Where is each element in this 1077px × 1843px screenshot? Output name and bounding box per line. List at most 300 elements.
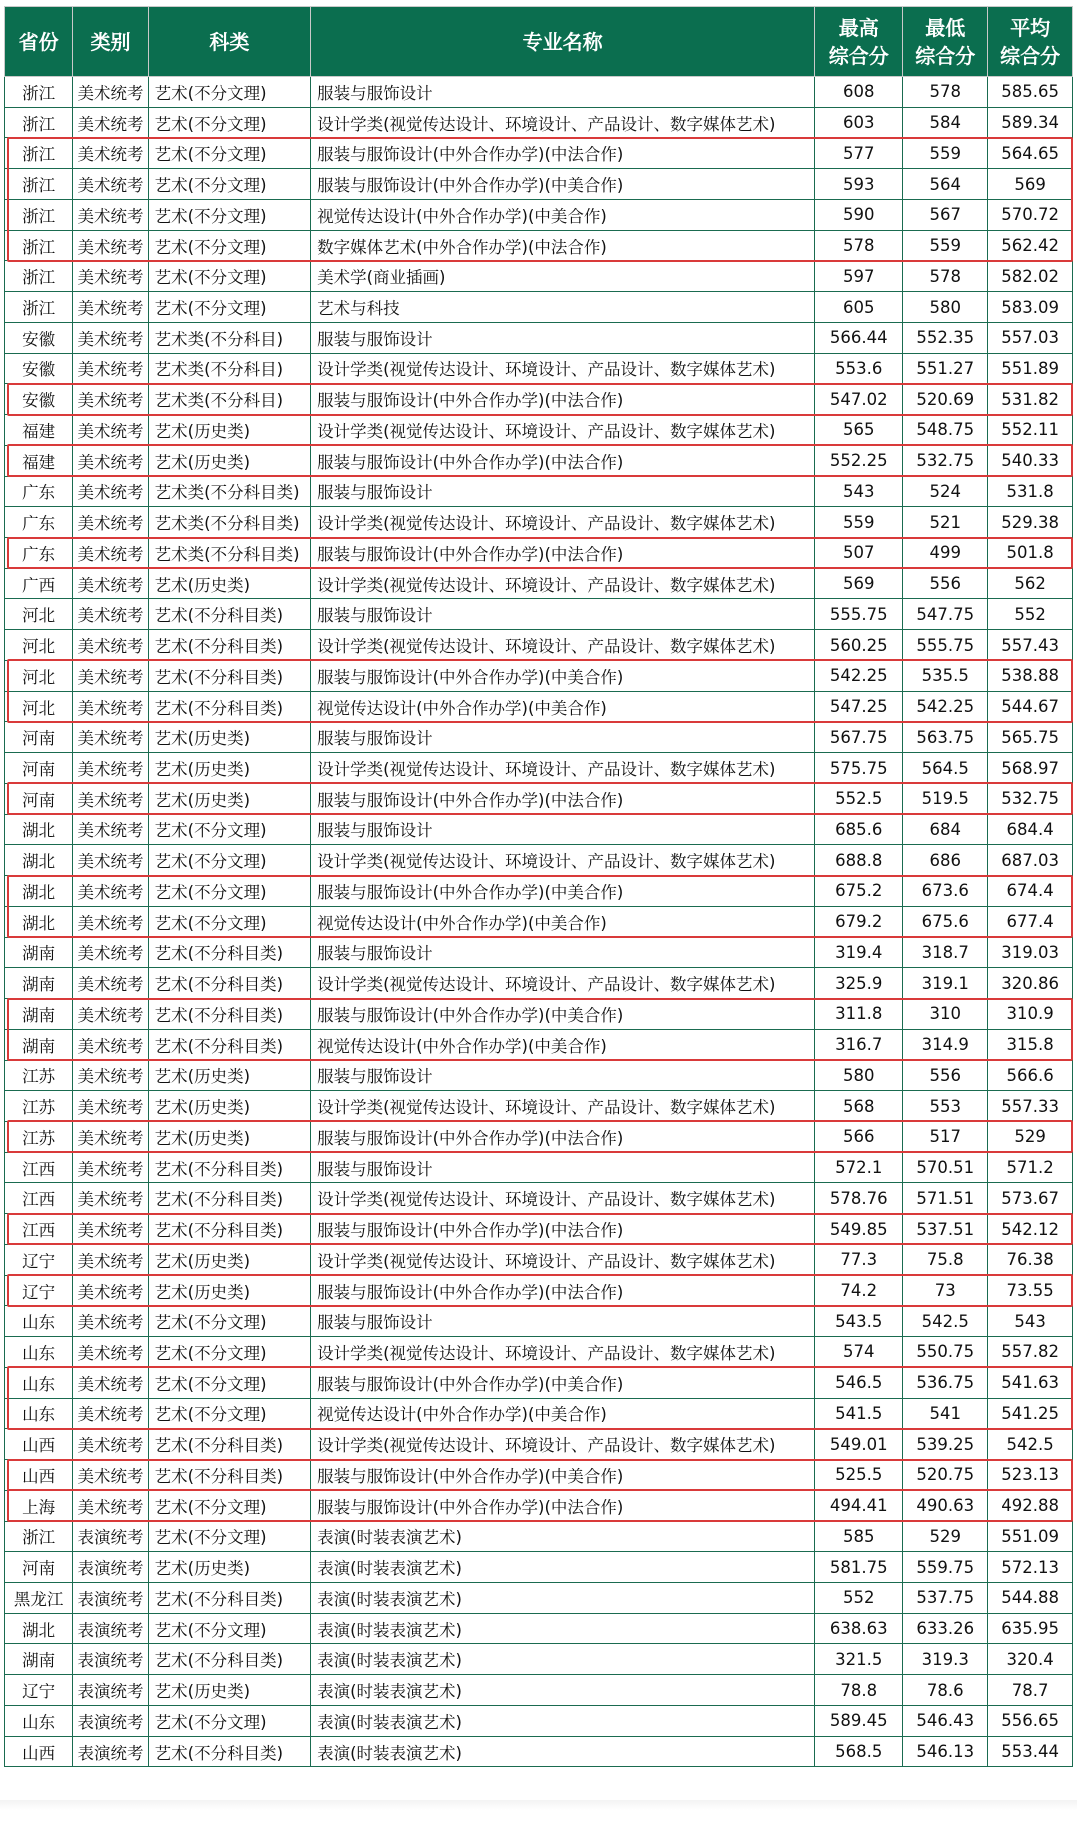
cell-major: 设计学类(视觉传达设计、环境设计、产品设计、数字媒体艺术) [311,968,815,999]
cell-min-score: 563.75 [903,722,988,753]
cell-category: 美术统考 [73,169,148,200]
cell-category: 美术统考 [73,507,148,538]
cell-avg-score: 573.67 [988,1183,1073,1214]
cell-subject: 艺术(历史类) [148,1121,310,1152]
cell-subject: 艺术(历史类) [148,1675,310,1706]
cell-major: 服装与服饰设计(中外合作办学)(中法合作) [311,1490,815,1521]
cell-min-score: 318.7 [903,937,988,968]
cell-subject: 艺术(不分文理) [148,107,310,138]
cell-avg-score: 635.95 [988,1613,1073,1644]
cell-major: 服装与服饰设计 [311,1060,815,1091]
cell-category: 美术统考 [73,77,148,108]
cell-province: 黑龙江 [5,1582,73,1613]
cell-category: 美术统考 [73,107,148,138]
cell-min-score: 541 [903,1398,988,1429]
cell-subject: 艺术(不分科目类) [148,968,310,999]
cell-max-score: 319.4 [815,937,903,968]
cell-subject: 艺术(不分科目类) [148,1582,310,1613]
table-row [5,691,1073,722]
cell-avg-score: 562.42 [988,230,1073,261]
cell-major: 表演(时装表演艺术) [311,1521,815,1552]
cell-province: 浙江 [5,107,73,138]
cell-avg-score: 531.82 [988,384,1073,415]
cell-max-score: 552 [815,1582,903,1613]
table-row [5,138,1073,169]
cell-category: 美术统考 [73,1306,148,1337]
cell-subject: 艺术(不分科目类) [148,660,310,691]
cell-major: 视觉传达设计(中外合作办学)(中美合作) [311,1029,815,1060]
header-row [5,7,1073,77]
cell-major: 表演(时装表演艺术) [311,1675,815,1706]
cell-major: 服装与服饰设计 [311,1152,815,1183]
table-row [5,415,1073,446]
cell-max-score: 569 [815,568,903,599]
table-body [5,77,1073,1767]
cell-category: 表演统考 [73,1521,148,1552]
cell-min-score: 517 [903,1121,988,1152]
table-row [5,1398,1073,1429]
cell-category: 美术统考 [73,937,148,968]
cell-subject: 艺术(不分文理) [148,292,310,323]
cell-province: 广西 [5,568,73,599]
cell-min-score: 524 [903,476,988,507]
header-major: 专业名称 [311,7,815,77]
cell-province: 浙江 [5,261,73,292]
cell-major: 设计学类(视觉传达设计、环境设计、产品设计、数字媒体艺术) [311,845,815,876]
cell-avg-score: 544.88 [988,1582,1073,1613]
cell-subject: 艺术(不分科目类) [148,1029,310,1060]
cell-max-score: 560.25 [815,630,903,661]
table-row [5,107,1073,138]
cell-province: 福建 [5,445,73,476]
cell-min-score: 75.8 [903,1244,988,1275]
cell-max-score: 679.2 [815,906,903,937]
cell-avg-score: 569 [988,169,1073,200]
cell-major: 视觉传达设计(中外合作办学)(中美合作) [311,199,815,230]
cell-category: 美术统考 [73,691,148,722]
cell-min-score: 686 [903,845,988,876]
cell-major: 表演(时装表演艺术) [311,1736,815,1767]
table-row [5,876,1073,907]
cell-subject: 艺术(历史类) [148,1275,310,1306]
cell-max-score: 567.75 [815,722,903,753]
cell-major: 数字媒体艺术(中外合作办学)(中法合作) [311,230,815,261]
table-row [5,353,1073,384]
table-row [5,1736,1073,1767]
cell-subject: 艺术(不分文理) [148,906,310,937]
cell-max-score: 608 [815,77,903,108]
table-row [5,1306,1073,1337]
cell-min-score: 529 [903,1521,988,1552]
cell-major: 服装与服饰设计(中外合作办学)(中法合作) [311,538,815,569]
cell-min-score: 537.51 [903,1214,988,1245]
cell-avg-score: 540.33 [988,445,1073,476]
cell-min-score: 546.13 [903,1736,988,1767]
cell-category: 美术统考 [73,1183,148,1214]
cell-avg-score: 562 [988,568,1073,599]
cell-subject: 艺术(不分文理) [148,1490,310,1521]
cell-min-score: 633.26 [903,1613,988,1644]
cell-max-score: 568.5 [815,1736,903,1767]
cell-avg-score: 523.13 [988,1460,1073,1491]
cell-subject: 艺术(历史类) [148,783,310,814]
cell-major: 设计学类(视觉传达设计、环境设计、产品设计、数字媒体艺术) [311,1183,815,1214]
table-row [5,77,1073,108]
header-category: 类别 [73,7,148,77]
cell-subject: 艺术(历史类) [148,1244,310,1275]
cell-min-score: 578 [903,261,988,292]
table-header [5,7,1073,77]
cell-category: 美术统考 [73,353,148,384]
cell-category: 美术统考 [73,722,148,753]
cell-category: 表演统考 [73,1552,148,1583]
cell-subject: 艺术(历史类) [148,1552,310,1583]
cell-subject: 艺术(不分文理) [148,169,310,200]
cell-category: 表演统考 [73,1613,148,1644]
cell-category: 美术统考 [73,1060,148,1091]
cell-category: 美术统考 [73,783,148,814]
cell-major: 服装与服饰设计(中外合作办学)(中美合作) [311,169,815,200]
cell-major: 服装与服饰设计 [311,937,815,968]
cell-min-score: 564 [903,169,988,200]
cell-major: 表演(时装表演艺术) [311,1705,815,1736]
cell-province: 浙江 [5,230,73,261]
cell-province: 山东 [5,1398,73,1429]
cell-avg-score: 544.67 [988,691,1073,722]
cell-major: 服装与服饰设计(中外合作办学)(中美合作) [311,1460,815,1491]
cell-min-score: 547.75 [903,599,988,630]
cell-category: 美术统考 [73,1460,148,1491]
cell-category: 美术统考 [73,1275,148,1306]
cell-avg-score: 551.89 [988,353,1073,384]
cell-min-score: 567 [903,199,988,230]
cell-avg-score: 543 [988,1306,1073,1337]
cell-subject: 艺术类(不分科目类) [148,476,310,507]
cell-min-score: 551.27 [903,353,988,384]
cell-avg-score: 568.97 [988,753,1073,784]
table-row [5,1367,1073,1398]
cell-subject: 艺术(不分科目类) [148,1429,310,1460]
cell-major: 设计学类(视觉传达设计、环境设计、产品设计、数字媒体艺术) [311,1244,815,1275]
cell-min-score: 571.51 [903,1183,988,1214]
cell-subject: 艺术(历史类) [148,1091,310,1122]
cell-min-score: 552.35 [903,322,988,353]
cell-major: 服装与服饰设计(中外合作办学)(中法合作) [311,1214,815,1245]
cell-max-score: 549.01 [815,1429,903,1460]
cell-min-score: 673.6 [903,876,988,907]
cell-major: 设计学类(视觉传达设计、环境设计、产品设计、数字媒体艺术) [311,1091,815,1122]
table-row [5,722,1073,753]
cell-avg-score: 538.88 [988,660,1073,691]
cell-avg-score: 73.55 [988,1275,1073,1306]
cell-category: 美术统考 [73,1121,148,1152]
cell-max-score: 575.75 [815,753,903,784]
cell-province: 湖北 [5,1613,73,1644]
cell-max-score: 325.9 [815,968,903,999]
cell-subject: 艺术(不分科目类) [148,1736,310,1767]
cell-major: 视觉传达设计(中外合作办学)(中美合作) [311,1398,815,1429]
cell-avg-score: 583.09 [988,292,1073,323]
cell-max-score: 543 [815,476,903,507]
cell-major: 设计学类(视觉传达设计、环境设计、产品设计、数字媒体艺术) [311,107,815,138]
cell-category: 美术统考 [73,230,148,261]
header-avg-score [988,7,1073,77]
cell-province: 江西 [5,1152,73,1183]
cell-province: 广东 [5,507,73,538]
cell-major: 设计学类(视觉传达设计、环境设计、产品设计、数字媒体艺术) [311,353,815,384]
cell-avg-score: 531.8 [988,476,1073,507]
cell-category: 美术统考 [73,1398,148,1429]
cell-major: 服装与服饰设计(中外合作办学)(中法合作) [311,1121,815,1152]
table-row [5,1214,1073,1245]
cell-province: 山东 [5,1306,73,1337]
cell-province: 湖南 [5,1644,73,1675]
cell-subject: 艺术(不分文理) [148,1705,310,1736]
table-row [5,783,1073,814]
cell-category: 美术统考 [73,538,148,569]
table-row [5,845,1073,876]
cell-max-score: 572.1 [815,1152,903,1183]
cell-province: 河北 [5,630,73,661]
cell-avg-score: 320.4 [988,1644,1073,1675]
table-row [5,999,1073,1030]
cell-subject: 艺术(不分科目类) [148,599,310,630]
cell-subject: 艺术(不分科目类) [148,937,310,968]
cell-category: 美术统考 [73,568,148,599]
cell-avg-score: 310.9 [988,999,1073,1030]
cell-province: 河南 [5,1552,73,1583]
table-row [5,1275,1073,1306]
cell-category: 美术统考 [73,906,148,937]
header-avg-line1: 平均 [1010,15,1051,40]
cell-avg-score: 501.8 [988,538,1073,569]
cell-major: 设计学类(视觉传达设计、环境设计、产品设计、数字媒体艺术) [311,1429,815,1460]
cell-min-score: 499 [903,538,988,569]
cell-province: 安徽 [5,322,73,353]
cell-max-score: 552.5 [815,783,903,814]
cell-major: 服装与服饰设计(中外合作办学)(中法合作) [311,384,815,415]
cell-province: 浙江 [5,199,73,230]
cell-min-score: 550.75 [903,1337,988,1368]
cell-max-score: 585 [815,1521,903,1552]
cell-avg-score: 552 [988,599,1073,630]
cell-max-score: 546.5 [815,1367,903,1398]
cell-avg-score: 551.09 [988,1521,1073,1552]
cell-major: 服装与服饰设计 [311,322,815,353]
cell-min-score: 532.75 [903,445,988,476]
cell-subject: 艺术(不分文理) [148,1306,310,1337]
cell-province: 江苏 [5,1060,73,1091]
header-min-score [903,7,988,77]
table-row [5,1337,1073,1368]
cell-category: 美术统考 [73,1244,148,1275]
cell-avg-score: 570.72 [988,199,1073,230]
cell-min-score: 559 [903,230,988,261]
cell-province: 河北 [5,660,73,691]
cell-major: 服装与服饰设计(中外合作办学)(中法合作) [311,1275,815,1306]
cell-max-score: 525.5 [815,1460,903,1491]
cell-max-score: 549.85 [815,1214,903,1245]
table-row [5,1490,1073,1521]
cell-min-score: 580 [903,292,988,323]
cell-min-score: 535.5 [903,660,988,691]
cell-avg-score: 529 [988,1121,1073,1152]
cell-province: 山西 [5,1736,73,1767]
cell-avg-score: 532.75 [988,783,1073,814]
cell-max-score: 311.8 [815,999,903,1030]
cell-avg-score: 529.38 [988,507,1073,538]
cell-province: 湖南 [5,1029,73,1060]
cell-min-score: 564.5 [903,753,988,784]
cell-avg-score: 557.43 [988,630,1073,661]
cell-subject: 艺术(历史类) [148,722,310,753]
cell-province: 湖南 [5,937,73,968]
table-row [5,814,1073,845]
cell-avg-score: 566.6 [988,1060,1073,1091]
cell-max-score: 603 [815,107,903,138]
cell-subject: 艺术(不分文理) [148,138,310,169]
cell-subject: 艺术(历史类) [148,753,310,784]
cell-max-score: 566.44 [815,322,903,353]
cell-major: 服装与服饰设计(中外合作办学)(中法合作) [311,783,815,814]
cell-category: 美术统考 [73,476,148,507]
cell-min-score: 490.63 [903,1490,988,1521]
cell-max-score: 565 [815,415,903,446]
cell-avg-score: 492.88 [988,1490,1073,1521]
cell-major: 服装与服饰设计 [311,814,815,845]
cell-province: 湖南 [5,968,73,999]
cell-major: 服装与服饰设计 [311,476,815,507]
table-row [5,568,1073,599]
cell-category: 美术统考 [73,814,148,845]
cell-category: 美术统考 [73,415,148,446]
table-row [5,1613,1073,1644]
cell-category: 美术统考 [73,138,148,169]
cell-min-score: 559 [903,138,988,169]
cell-min-score: 570.51 [903,1152,988,1183]
cell-avg-score: 585.65 [988,77,1073,108]
cell-max-score: 541.5 [815,1398,903,1429]
cell-max-score: 638.63 [815,1613,903,1644]
cell-subject: 艺术(不分文理) [148,1337,310,1368]
header-max-line2: 综合分 [828,43,889,68]
cell-min-score: 548.75 [903,415,988,446]
table-row [5,199,1073,230]
cell-avg-score: 687.03 [988,845,1073,876]
cell-min-score: 319.1 [903,968,988,999]
cell-min-score: 78.6 [903,1675,988,1706]
cell-min-score: 684 [903,814,988,845]
cell-subject: 艺术(不分文理) [148,845,310,876]
cell-category: 美术统考 [73,384,148,415]
cell-major: 服装与服饰设计(中外合作办学)(中美合作) [311,876,815,907]
table-row [5,292,1073,323]
cell-max-score: 581.75 [815,1552,903,1583]
cell-major: 设计学类(视觉传达设计、环境设计、产品设计、数字媒体艺术) [311,1337,815,1368]
cell-category: 美术统考 [73,753,148,784]
table-row [5,1582,1073,1613]
table-row [5,1644,1073,1675]
cell-min-score: 556 [903,1060,988,1091]
cell-category: 美术统考 [73,1152,148,1183]
cell-major: 设计学类(视觉传达设计、环境设计、产品设计、数字媒体艺术) [311,753,815,784]
header-min-line1: 最低 [925,15,966,40]
cell-max-score: 542.25 [815,660,903,691]
cell-min-score: 537.75 [903,1582,988,1613]
cell-max-score: 566 [815,1121,903,1152]
cell-max-score: 675.2 [815,876,903,907]
score-table [4,6,1073,1767]
cell-subject: 艺术(不分文理) [148,1367,310,1398]
cell-max-score: 555.75 [815,599,903,630]
cell-max-score: 494.41 [815,1490,903,1521]
cell-min-score: 319.3 [903,1644,988,1675]
cell-subject: 艺术(不分科目类) [148,630,310,661]
table-row [5,1521,1073,1552]
cell-major: 服装与服饰设计(中外合作办学)(中美合作) [311,660,815,691]
table-row [5,630,1073,661]
cell-category: 美术统考 [73,1429,148,1460]
table-row [5,538,1073,569]
cell-category: 表演统考 [73,1675,148,1706]
table-row [5,261,1073,292]
cell-avg-score: 582.02 [988,261,1073,292]
cell-province: 河北 [5,691,73,722]
cell-max-score: 688.8 [815,845,903,876]
cell-subject: 艺术(不分文理) [148,261,310,292]
cell-category: 美术统考 [73,968,148,999]
cell-major: 表演(时装表演艺术) [311,1644,815,1675]
cell-major: 艺术与科技 [311,292,815,323]
cell-min-score: 310 [903,999,988,1030]
cell-subject: 艺术(不分科目类) [148,691,310,722]
cell-major: 设计学类(视觉传达设计、环境设计、产品设计、数字媒体艺术) [311,630,815,661]
cell-category: 美术统考 [73,292,148,323]
cell-province: 浙江 [5,169,73,200]
cell-avg-score: 315.8 [988,1029,1073,1060]
table-row [5,1429,1073,1460]
cell-avg-score: 572.13 [988,1552,1073,1583]
header-max-line1: 最高 [838,15,879,40]
cell-province: 安徽 [5,353,73,384]
cell-major: 服装与服饰设计(中外合作办学)(中法合作) [311,445,815,476]
cell-max-score: 559 [815,507,903,538]
cell-avg-score: 571.2 [988,1152,1073,1183]
cell-min-score: 559.75 [903,1552,988,1583]
cell-avg-score: 556.65 [988,1705,1073,1736]
table-row [5,1675,1073,1706]
cell-min-score: 675.6 [903,906,988,937]
cell-subject: 艺术(历史类) [148,415,310,446]
table-row [5,1552,1073,1583]
cell-subject: 艺术(不分科目类) [148,1152,310,1183]
cell-max-score: 578.76 [815,1183,903,1214]
cell-province: 辽宁 [5,1244,73,1275]
cell-avg-score: 674.4 [988,876,1073,907]
cell-avg-score: 557.82 [988,1337,1073,1368]
cell-major: 服装与服饰设计 [311,722,815,753]
cell-min-score: 314.9 [903,1029,988,1060]
cell-avg-score: 565.75 [988,722,1073,753]
cell-min-score: 73 [903,1275,988,1306]
header-max-score [815,7,903,77]
cell-subject: 艺术类(不分科目) [148,353,310,384]
cell-subject: 艺术(不分文理) [148,230,310,261]
cell-subject: 艺术类(不分科目类) [148,507,310,538]
cell-max-score: 589.45 [815,1705,903,1736]
header-subject: 科类 [148,7,310,77]
table-row [5,660,1073,691]
